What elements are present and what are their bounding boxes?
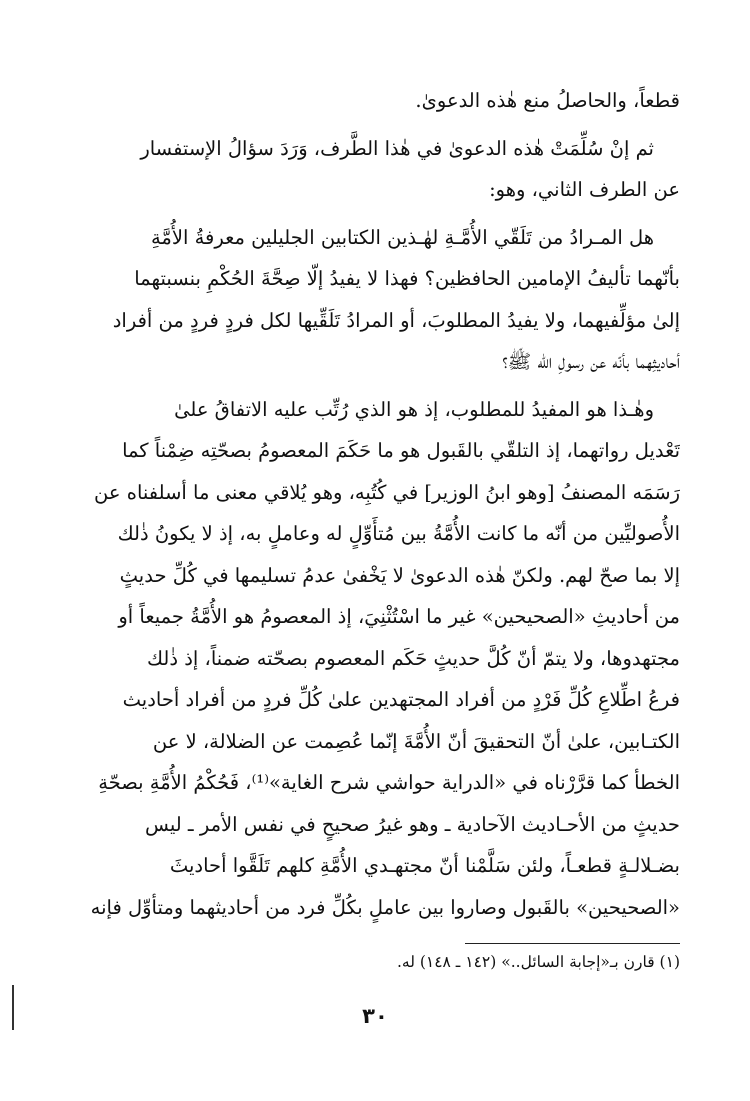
text-line-9: تَعْديل رواتهما، إذ التلقّي بالقَبول هو ما حَكَمَ المعصومُ بصحّتِه ضِمْناً كما bbox=[122, 439, 680, 462]
text-line-10: رَسَمَه المصنفُ [وهو ابنُ الوزير] في كُتُبِه، وهو يُلاقي معنى ما أسلفناه عن bbox=[94, 480, 680, 504]
text-line-3: عن الطرف الثاني، وهو: bbox=[489, 178, 680, 201]
text-line-4: هل المـرادُ من تَلَقّي الأُمَّـةِ لهٰـذين الكتابين الجليلين معرفةُ الأُمَّةِ bbox=[150, 225, 654, 249]
text-line-18: حديثٍ من الأحـاديث الآحادية ـ وهو غيرُ صحيحٍ في نفس الأمر ـ ليس bbox=[145, 812, 680, 836]
scan-edge-mark bbox=[12, 985, 14, 1030]
footnote: (١) قارن بـ«إجابة السائل..» (١٤٢ ـ ١٤٨) له. bbox=[396, 953, 680, 971]
text-line-13: من أحاديثِ «الصحيحين» غير ما اسْتُثْنِيَ، إذ المعصومُ هو الأُمَّةُ جميعاً أو bbox=[118, 605, 680, 628]
text-line-19: بضـلالـةٍ قطعـاً، ولئن سَلَّمْنا أنّ مجتهـدي الأُمَّةِ كلهم تَلَقَّوا أحاديثَ bbox=[169, 854, 680, 877]
text-line-2: ثم إنْ سُلِّمَتْ هٰذه الدعوىٰ في هٰذا الطَّرف، وَرَدَ سؤالُ الإستفسار bbox=[140, 136, 654, 160]
text-line-16: الكتـابين، علىٰ أنّ التحقيقَ أنّ الأُمَّةَ إنّما عُصِمت عن الضلالة، لا عن bbox=[152, 729, 680, 753]
text-line-1: قطعاً، والحاصلُ منع هٰذه الدعوىٰ. bbox=[415, 89, 680, 112]
text-line-11: الأُصوليِّين من أنّه ما كانت الأُمَّةُ بين مُتأَوِّلٍ له وعاملٍ به، إذ لا يكونُ ذٰلك bbox=[117, 522, 680, 545]
text-line-5: بأنّهما تأليفُ الإمامين الحافظين؟ فهذا لا يفيدُ إلّا صِحَّةَ الحُكْمِ بنسبتهما bbox=[134, 267, 680, 290]
text-line-12: إلا بما صحّ لهم. ولكنّ هٰذه الدعوىٰ لا يَخْفىٰ عدمُ تسليمها في كُلِّ حديثٍ bbox=[119, 563, 680, 587]
page-number: ٣٠ bbox=[362, 1004, 388, 1028]
text-line-7: أحاديثِهما بأنّه عن رسولِ الله ﷺ؟ bbox=[502, 350, 680, 373]
text-line-14: مجتهدوها، ولا يتمّ أنّ كُلَّ حديثٍ حَكَم المعصوم بصحّته ضمناً، إذ ذٰلك bbox=[146, 646, 680, 670]
text-line-8: وهٰـذا هو المفيدُ للمطلوب، إذ هو الذي رُتِّب عليه الاتفاقُ علىٰ bbox=[174, 397, 654, 421]
main-text bbox=[72, 80, 680, 928]
text-line-17: الخطأ كما قرَّرْناه في «الدراية حواشي شرح الغاية»⁽¹⁾، فَحُكْمُ الأُمَّةِ بصحّةِ bbox=[98, 771, 680, 794]
text-line-15: فرعُ اطِّلاعِ كُلِّ فَرْدٍ من أفراد المجتهدين علىٰ كُلِّ فردٍ من أفراد أحاديث bbox=[122, 688, 680, 711]
text-line-6: إلىٰ مؤلِّفيهما، ولا يفيدُ المطلوبَ، أو المرادُ تَلَقِّيها لكل فردٍ فردٍ من أفراد bbox=[112, 308, 680, 332]
footnote-divider bbox=[465, 943, 680, 944]
text-line-20: «الصحيحين» بالقَبول وصاروا بين عاملٍ بكُلِّ فرد من أحاديثهما ومتأوِّل فإنه bbox=[90, 895, 680, 919]
